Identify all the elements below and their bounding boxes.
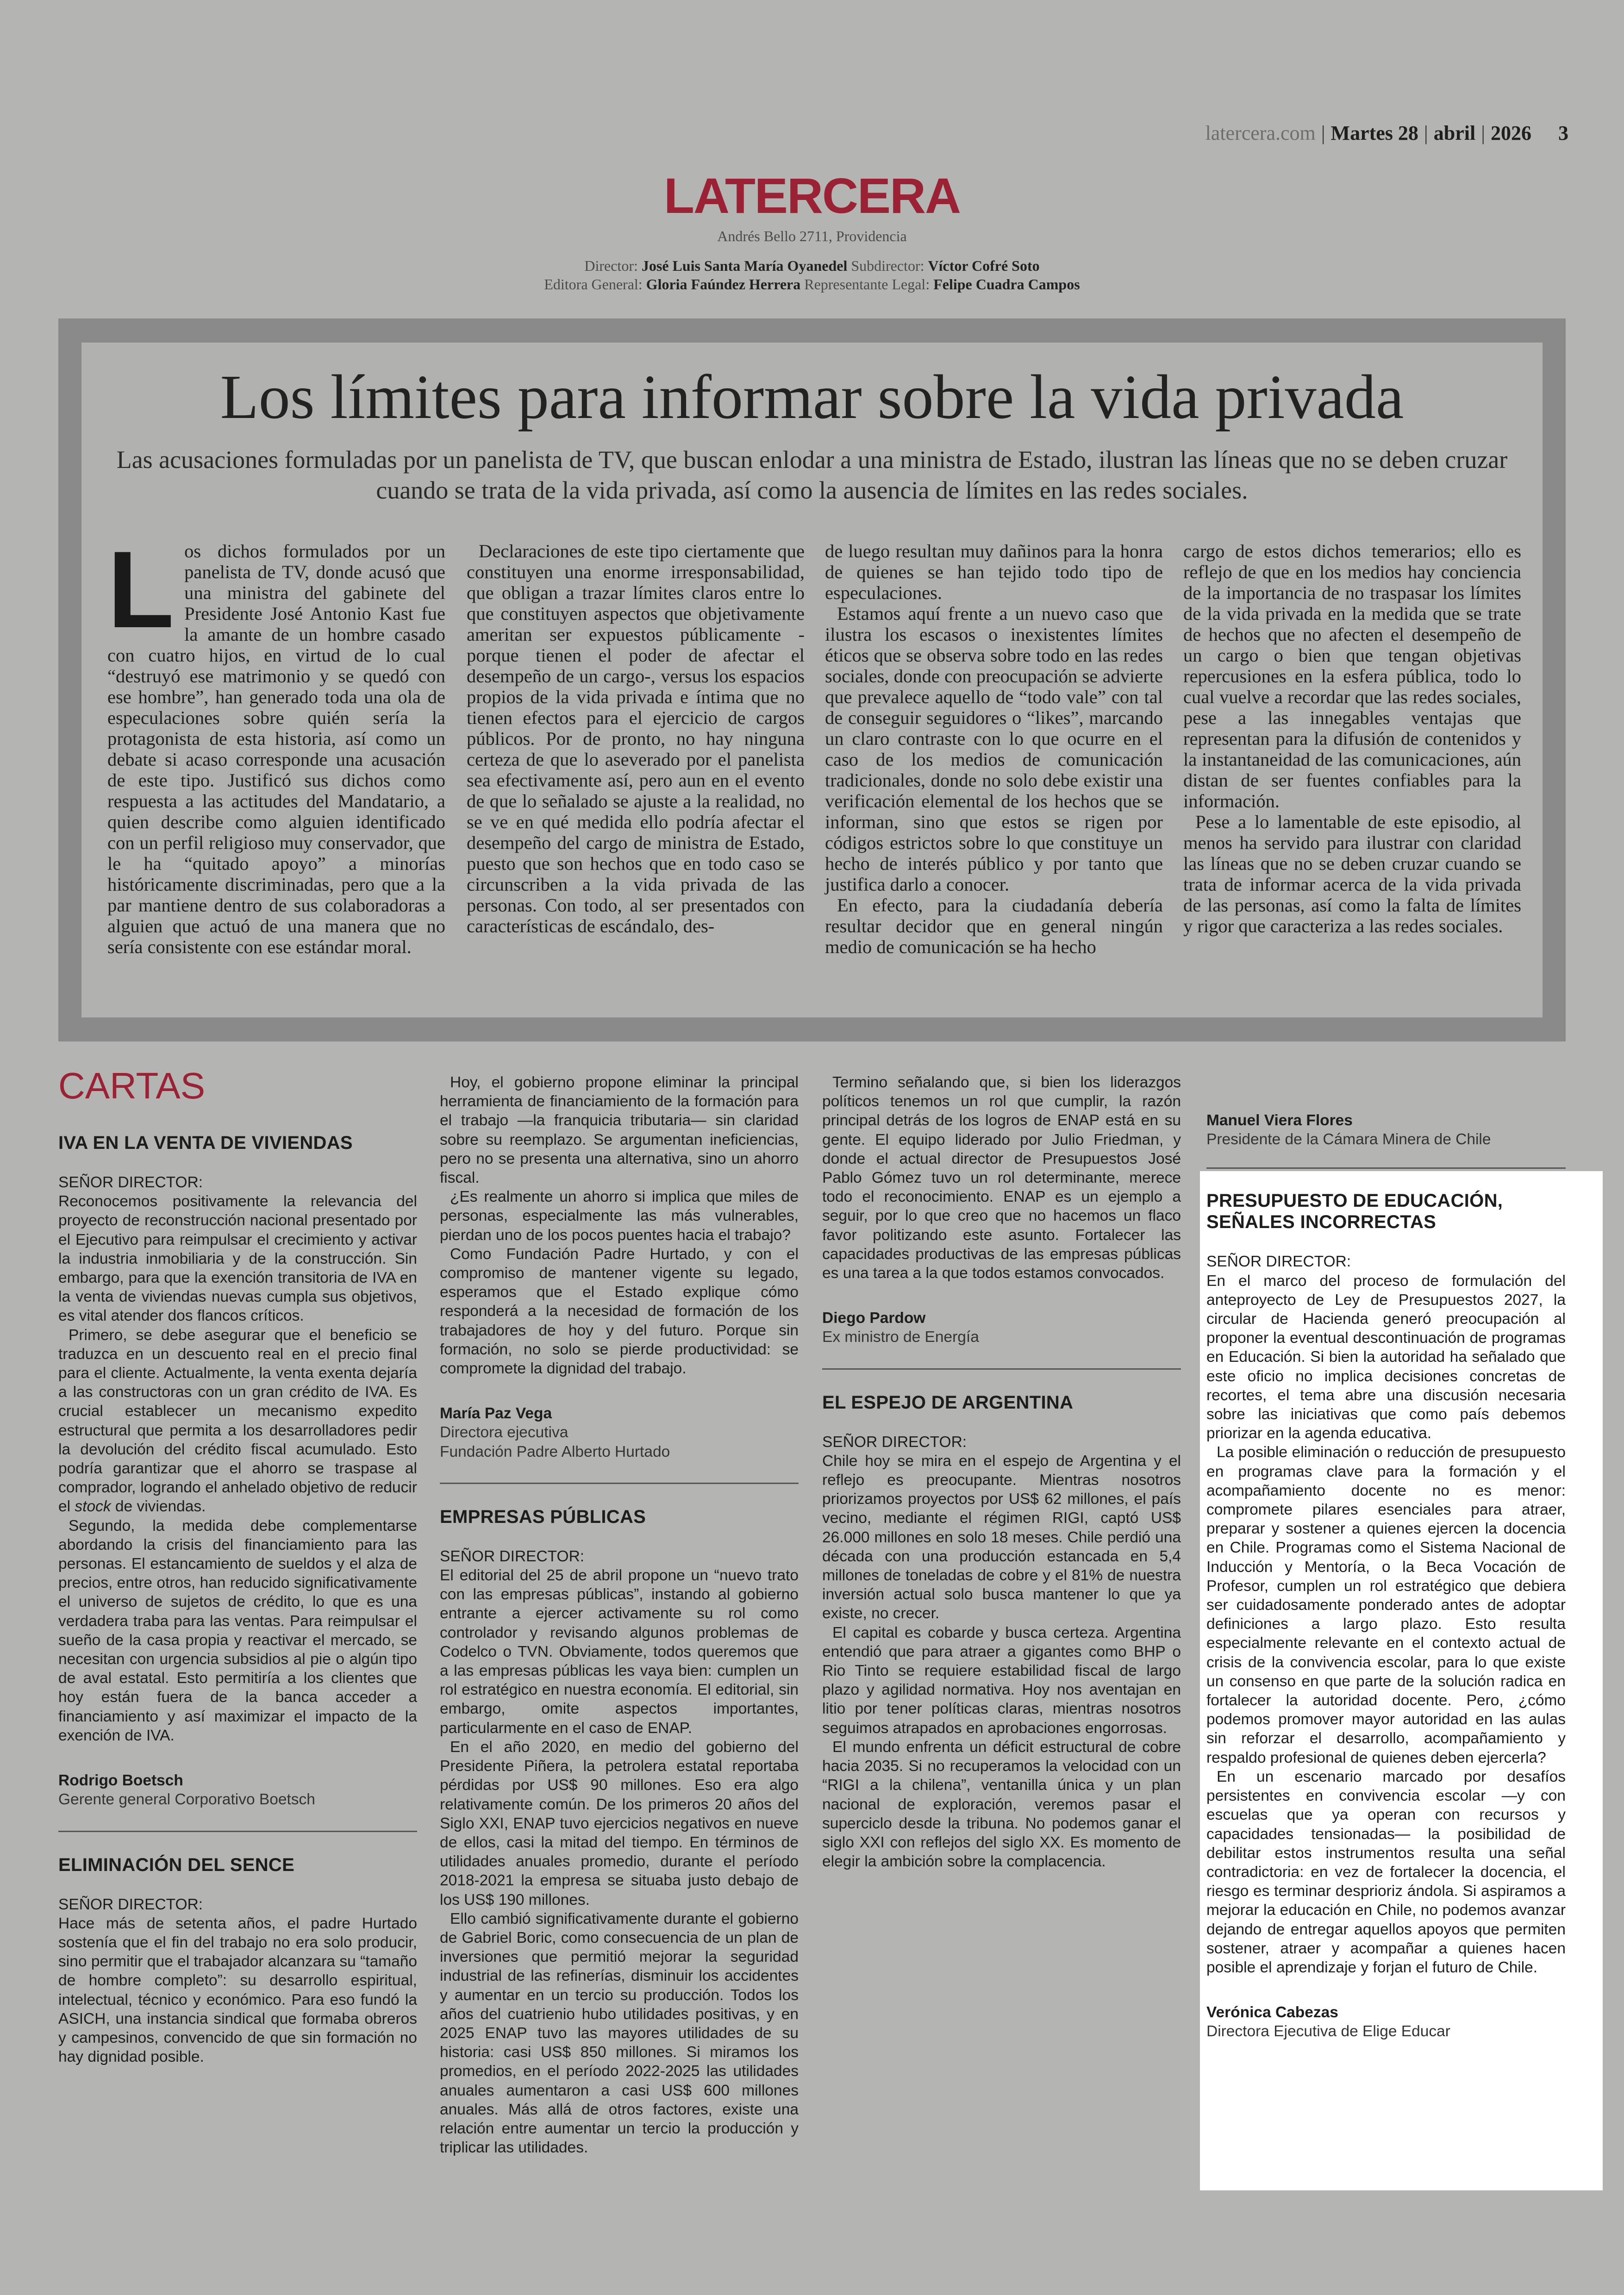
- masthead-directors: [0, 257, 1624, 274]
- letter-role: Ex ministro de Energía: [822, 1328, 979, 1346]
- editora-label: Editora General:: [544, 276, 643, 293]
- editora-name: Gloria Faúndez Herrera: [646, 276, 801, 293]
- editorial-paragraph: cargo de estos dichos temerarios; ello es reflejo de que en los medios hay conciencia de la importancia de no traspasar los límites de la vida privada en la medida que se trate de hechos que no afecten el desempeño de un cargo o bien que tengan objetivas repercusiones en la esfera pública, todo lo cual vuelve a recordar que las redes sociales, pese a las innegables ventajas que representan para la difusión de contenidos y la instantaneidad de las comunicaciones, aún distan de ser fuentes confiables para la información.: [1183, 541, 1521, 811]
- letter-salutation: SEÑOR DIRECTOR:: [1206, 1253, 1351, 1271]
- editorial-paragraph: Pese a lo lamentable de este episodio, al menos ha servido para ilustrar con claridad las líneas que no se deben cruzar cuando se trata de informar acerca de la vida privada de las personas, así como la falta de límites y rigor que caracteriza a las redes sociales.: [1183, 811, 1521, 936]
- letter-heading: EL ESPEJO DE ARGENTINA: [822, 1392, 1074, 1413]
- letter-heading: IVA EN LA VENTA DE VIVIENDAS: [58, 1133, 353, 1153]
- letter-paragraph: Termino señalando que, si bien los liderazgos políticos tenemos un rol que cumplir, la razón principal detrás de los logros de ENAP está en su gente. El equipo liderado por Julio Friedman, y donde el actual director de Presupuestos José Pablo Gómez tuvo un rol determinante, merece todo el reconocimiento. ENAP es un ejemplo a seguir, por lo que creo que no hacemos un flaco favor politizando este asunto. Fortalecer las capacidades productivas de las empresas públicas es una tarea a la que todos estamos convocados.: [822, 1074, 1181, 1282]
- divider: |: [1321, 122, 1325, 144]
- cartas-column-2: [440, 1073, 799, 2157]
- letter-paragraph: Hace más de setenta años, el padre Hurtado sostenía que el fin del trabajo no era solo producir, sino permitir que el trabajador alcanzara su “tamaño de hombre completo”: su desarrollo espiritual, intelectual, técnico y económico. Para eso fundó la ASICH, una instancia sindical que formaba obreros y campesinos, convencido de que sin formación no hay dignidad posible.: [58, 1915, 417, 2066]
- letter-role: Directora Ejecutiva de Elige Educar: [1206, 2023, 1450, 2040]
- representante-name: Felipe Cuadra Campos: [933, 276, 1080, 293]
- editorial-paragraph: Estamos aquí frente a un nuevo caso que ilustra los escasos o inexistentes límites éticos que se observa sobre todo en las redes sociales, donde con preocupación se advierte que prevalece aquello de “todo vale” con tal de conseguir seguidores o “likes”, marcando un claro contraste con lo que ocurre en el caso de los medios de comunicación tradicionales, donde no solo debe existir una verificación elemental de los hechos que se informan, sino que estos se rigen por códigos estrictos sobre lo que constituye un hecho de interés público y por tanto que justifica darlo a conocer.: [825, 603, 1163, 895]
- director-label: Director:: [584, 257, 638, 274]
- editorial-subtitle: Las acusaciones formuladas por un panelista de TV, que buscan enlodar a una ministra de Estado, ilustran las líneas que no se deben cruzar cuando se trata de la vida privada, así como la ausencia de límites en las redes sociales.: [116, 446, 1508, 504]
- letter-paragraph: Chile hoy se mira en el espejo de Argentina y el reflejo es preocupante. Mientras nosotros priorizamos proyectos por US$ 62 millones, el país vecino, mediante el régimen RIGI, captó US$ 26.000 millones en solo 18 meses. Chile perdió una década con una producción estancada en 5,4 millones de toneladas de cobre y el 81% de nuestra inversión actual solo busca mantener lo que ya existe, no crecer.: [822, 1452, 1181, 1622]
- section-title-cartas: CARTAS: [58, 1065, 206, 1106]
- cartas-column-4: [1206, 1111, 1566, 2041]
- letter-paragraph: Reconocemos positivamente la relevancia del proyecto de reconstrucción nacional presentado por el Ejecutivo para reimpulsar el crecimiento y activar la industria inmobiliaria y de la construcción. Sin embargo, para que la exención transitoria de IVA en la venta de viviendas nuevas cumpla sus objetivos, es vital atender dos flancos críticos.: [58, 1193, 417, 1325]
- letter-paragraph: Segundo, la medida debe complementarse abordando la crisis del financiamiento para las personas. El estancamiento de sueldos y el alza de precios, entre otros, han reducido significativamente el universo de sujetos de crédito, lo que es una verdadera traba para las ventas. Para reimpulsar el sueño de la casa propia y reactivar el mercado, se necesitan con urgencia subsidios al pie o algún tipo de aval estatal. Esto permitiría a los clientes que hoy están fuera de la banca acceder a financiamiento y así maximizar el impacto de la exención de IVA.: [58, 1517, 417, 1744]
- subdirector-label: Subdirector:: [851, 257, 924, 274]
- letter-paragraph: Ello cambió significativamente durante el gobierno de Gabriel Boric, como consecuencia de un plan de inversiones que permitió mejorar la seguridad industrial de las refinerías, disminuir los accidentes y aumentar en un tercio su producción. Todos los años del cuatrienio hubo utilidades positivas, y en 2025 ENAP tuvo las mayores utilidades de su historia: casi US$ 850 millones. Si miramos los promedios, en el período 2022-2025 las utilidades anuales aumentaron a casi US$ 600 millones anuales. Más allá de otros factores, existe una relación entre aumentar un tercio la producción y triplicar las utilidades.: [440, 1910, 799, 2157]
- date-weekday: Martes 28: [1330, 122, 1418, 144]
- editorial-column-2: [467, 541, 805, 936]
- date-month: abril: [1433, 122, 1476, 144]
- representante-label: Representante Legal:: [804, 276, 930, 293]
- editorial-column-4: [1183, 541, 1521, 936]
- editorial-column-1: [107, 529, 445, 957]
- masthead-address: Andrés Bello 2711, Providencia: [717, 228, 907, 244]
- letter-paragraph: En el marco del proceso de formulación del anteproyecto de Ley de Presupuestos 2027, la circular de Hacienda generó preocupación al proponer la eventual descontinuación de programas en Educación. Si bien la autoridad ha señalado que este oficio no implica decisiones concretas de recortes, el tema abre una discusión necesaria sobre las iniciativas que como país debemos priorizar en la agenda educativa.: [1206, 1272, 1566, 1442]
- masthead-logo: LATERCERA: [664, 168, 960, 224]
- cartas-column-1: [58, 1132, 417, 2066]
- letter-paragraph: En el año 2020, en medio del gobierno del Presidente Piñera, la petrolera estatal reportaba pérdidas por US$ 90 millones. Eso era algo relativamente común. De los primeros 20 años del Siglo XXI, ENAP tuvo ejercicios negativos en nueve de ellos, casi la mitad del tiempo. En términos de utilidades anuales promedio, durante el período 2018-2021 la empresa se situaba justo debajo de los US$ 190 millones.: [440, 1738, 799, 1908]
- letter-signer: Verónica Cabezas: [1206, 2004, 1338, 2021]
- letter-signer: Manuel Viera Flores: [1206, 1112, 1353, 1129]
- masthead-editors: [0, 276, 1624, 293]
- letter-paragraph: El editorial del 25 de abril propone un “nuevo trato con las empresas públicas”, instando al gobierno entrante a ejercer activamente su rol como controlador y revisando algunos problemas de Codelco o TVN. Obviamente, todos queremos que a las empresas públicas les vaya bien: cumplen un rol estratégico en nuestra economía. El editorial, sin embargo, omite aspectos importantes, particularmente en el caso de ENAP.: [440, 1567, 799, 1737]
- subdirector-name: Víctor Cofré Soto: [928, 257, 1040, 274]
- editorial-paragraph: Declaraciones de este tipo ciertamente que constituyen una enorme irresponsabilidad, que obligan a trazar límites claros entre lo que constituyen aspectos que objetivamente ameritan ser expuestos públicamente -porque tienen el poder de afectar el desempeño de un cargo-, versus los espacios propios de la vida privada e íntima que no tienen efectos para el ejercicio de cargos públicos. Por de pronto, no hay ninguna certeza de que lo aseverado por el panelista sea efectivamente así, pero aun en el evento de que lo señalado se ajuste a la realidad, no se ve en qué medida ello podría afectar el desempeño del cargo de ministra de Estado, puesto que son hechos que en todo caso se circunscriben a la vida privada de las personas. Con todo, al ser presentados con características de escándalo, des-: [467, 541, 805, 936]
- letter-signer: Diego Pardow: [822, 1310, 926, 1327]
- page-number: 3: [1558, 122, 1568, 144]
- letter-divider: [822, 1368, 1181, 1370]
- letter-paragraph: El mundo enfrenta un déficit estructural de cobre hacia 2035. Si no recuperamos la velocidad con un “RIGI a la chilena”, ventanilla única y un plan nacional de exploración, veremos pasar el superciclo desde la tribuna. No podemos ganar el siglo XXI con reflejos del siglo XX. Es momento de elegir la ambición sobre la complacencia.: [822, 1738, 1181, 1871]
- letter-divider: [440, 1483, 799, 1484]
- site-url[interactable]: latercera.com: [1205, 122, 1316, 144]
- letter-salutation: SEÑOR DIRECTOR:: [58, 1896, 203, 1913]
- letter-divider: [1206, 1167, 1566, 1169]
- letter-paragraph: En un escenario marcado por desafíos persistentes en convivencia escolar —y con escuelas que ya operan con recursos y capacidades tensionadas— la posibilidad de debilitar estos instrumentos resulta una señal contradictoria: en vez de fortalecer la docencia, el riesgo es terminar desprioriz ándola. Si aspiramos a mejorar la educación en Chile, no podemos avanzar dejando de entregar aquellos apoyos que permiten sostener, atraer y acompañar a quienes hacen posible el aprendizaje y forjan el futuro de Chile.: [1206, 1768, 1566, 1976]
- letter-role: Fundación Padre Alberto Hurtado: [440, 1443, 670, 1460]
- editorial-paragraph: de luego resultan muy dañinos para la honra de quienes se han tejido todo tipo de especulaciones.: [825, 541, 1163, 603]
- editorial-paragraph: Los dichos formulados por un panelista de TV, donde acusó que una ministra del gabinete del Presidente José Antonio Kast fue la amante de un hombre casado con cuatro hijos, en virtud de lo cual “destruyó ese matrimonio y se quedó con ese hombre”, han generado toda una ola de especulaciones sobre quién sería la protagonista de esta historia, así como un debate si acaso corresponde una acusación de este tipo. Justificó sus dichos como respuesta a las actitudes del Mandatario, a quien describe como alguien identificado con un perfil religioso muy conservador, que le ha “quitado apoyo” a minorías históricamente discriminadas, pero que a la par mantiene dentro de sus colaboradoras a alguien que actuó de una manera que no sería consistente con ese estándar moral.: [107, 529, 445, 957]
- page-header-line: [1206, 121, 1568, 145]
- letter-paragraph: Como Fundación Padre Hurtado, y con el compromiso de mantener vigente su legado, esperamos que el Estado explique cómo responderá a la necesidad de formación de los trabajadores de hoy y del futuro. Porque sin formación, no solo se pierde productividad: se compromete la dignidad del trabajo.: [440, 1245, 799, 1378]
- letter-role: Directora ejecutiva: [440, 1424, 568, 1441]
- letter-role: Presidente de la Cámara Minera de Chile: [1206, 1131, 1491, 1148]
- letter-role: Gerente general Corporativo Boetsch: [58, 1791, 315, 1809]
- letter-salutation: SEÑOR DIRECTOR:: [58, 1174, 203, 1191]
- letter-paragraph: Primero, se debe asegurar que el beneficio se traduzca en un descuento real en el precio final para el cliente. Actualmente, la venta exenta dejaría a las constructoras con un gran crédito de IVA. Es crucial establecer un mecanismo expedito estructural que permita a los desarrolladores pedir la devolución del crédito fiscal acumulado. Esto podría garantizar que el ahorro se traspase al comprador, logrando el anhelado objetivo de reducir el stock de viviendas.: [58, 1326, 417, 1515]
- letter-signer: Rodrigo Boetsch: [58, 1772, 183, 1790]
- editorial-title: Los límites para informar sobre la vida privada: [220, 362, 1404, 432]
- letter-salutation: SEÑOR DIRECTOR:: [440, 1547, 585, 1565]
- letter-paragraph: El capital es cobarde y busca certeza. Argentina entendió que para atraer a gigantes como BHP o Rio Tinto se requiere estabilidad fiscal de largo plazo y agilidad normativa. Hoy nos aventajan en litio por tener políticas claras, mientras nosotros seguimos atrapados en aprobaciones engorrosas.: [822, 1624, 1181, 1737]
- letter-signer: María Paz Vega: [440, 1405, 552, 1422]
- editorial-column-3: [825, 541, 1163, 957]
- editorial-paragraph: En efecto, para la ciudadanía debería resultar decidor que en general ningún medio de comunicación se ha hecho: [825, 895, 1163, 957]
- letter-paragraph: La posible eliminación o reducción de presupuesto en programas clave para la formación y el acompañamiento docente no es menor: compromete pilares esenciales para atraer, preparar y sostener a quienes ejercen la docencia en Chile. Programas como el Sistema Nacional de Inducción y Mentoría, o la Beca Vocación de Profesor, cumplen un rol estratégico que debiera ser cuidadosamente ponderado antes de adoptar definiciones a largo plazo. Esto resulta especialmente relevante en el contexto actual de crisis de la convivencia escolar, para lo que existe un consenso en que parte de la solución radica en fortalecer la autoridad docente. Pero, ¿cómo podemos promover mayor autoridad en las aulas sin reforzar el desarrollo, acompañamiento y respaldo profesional de quienes deben ejercerla?: [1206, 1444, 1566, 1766]
- divider: |: [1481, 122, 1485, 144]
- letter-paragraph: ¿Es realmente un ahorro si implica que miles de personas, especialmente las más vulnerables, pierdan uno de los pocos puentes hacia el trabajo?: [440, 1188, 799, 1244]
- drop-cap: L: [107, 529, 175, 651]
- letter-heading: ELIMINACIÓN DEL SENCE: [58, 1854, 295, 1875]
- divider: |: [1424, 122, 1428, 144]
- letter-paragraph: Hoy, el gobierno propone eliminar la principal herramienta de financiamiento de la formación para el trabajo —la franquicia tributaria— sin claridad sobre su reemplazo. Se argumentan ineficiencias, pero no se presenta una alternativa, sino un ahorro fiscal.: [440, 1074, 799, 1187]
- letter-divider: [58, 1831, 417, 1832]
- director-name: José Luis Santa María Oyanedel: [641, 257, 848, 274]
- letter-salutation: SEÑOR DIRECTOR:: [822, 1433, 967, 1451]
- cartas-column-3: [822, 1073, 1181, 1871]
- date-year: 2026: [1491, 122, 1531, 144]
- letter-heading: EMPRESAS PÚBLICAS: [440, 1506, 646, 1527]
- letter-heading: PRESUPUESTO DE EDUCACIÓN, SEÑALES INCORRECTAS: [1206, 1191, 1503, 1233]
